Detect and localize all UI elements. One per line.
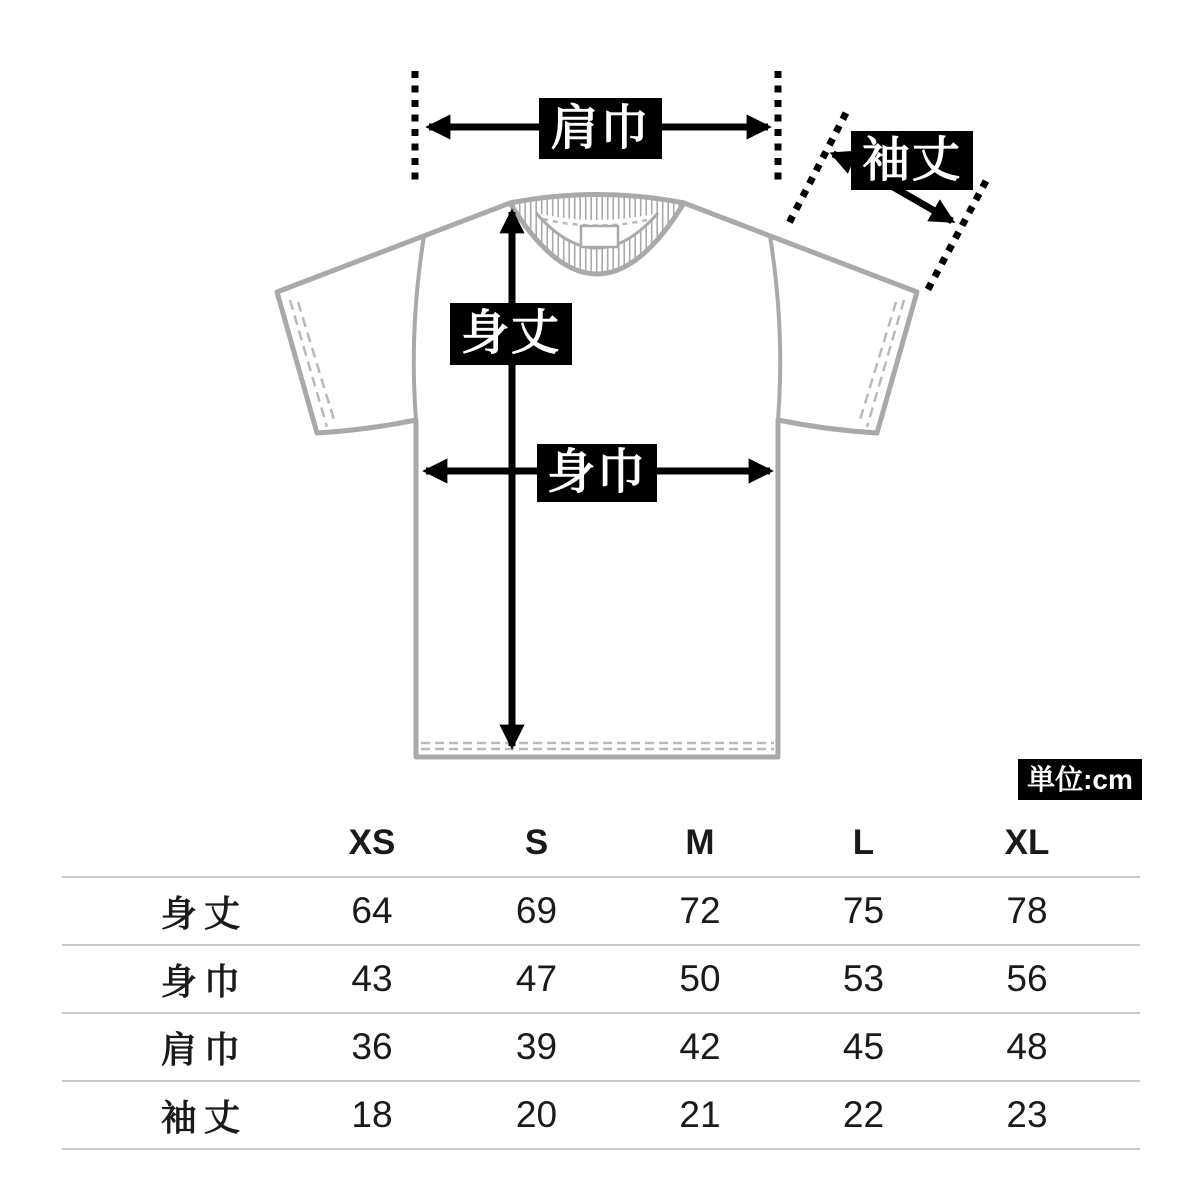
row-label: 身巾 bbox=[160, 960, 248, 1002]
unit-badge: 単位:cm bbox=[1018, 759, 1142, 800]
value-cell: 23 bbox=[1006, 1094, 1048, 1135]
neck-tag bbox=[581, 226, 618, 247]
value-cell: 42 bbox=[679, 1026, 721, 1067]
size-column-header-s: S bbox=[524, 823, 549, 862]
size-table-header-row bbox=[62, 810, 1140, 878]
value-cell: 72 bbox=[679, 890, 721, 931]
value-cell: 48 bbox=[1006, 1026, 1048, 1067]
value-cell: 50 bbox=[679, 958, 721, 999]
value-cell: 75 bbox=[842, 890, 885, 931]
table-row-body-length bbox=[62, 878, 1140, 946]
table-row-sleeve-length bbox=[62, 1082, 1140, 1150]
row-label: 肩巾 bbox=[160, 1028, 248, 1070]
row-label: 身丈 bbox=[160, 892, 248, 934]
value-cell: 21 bbox=[679, 1094, 721, 1135]
value-cell: 45 bbox=[842, 1026, 885, 1067]
body-width-label: 身巾 bbox=[537, 444, 657, 502]
table-row-body-width bbox=[62, 946, 1140, 1014]
value-cell: 64 bbox=[351, 890, 393, 931]
size-column-header-xl: XL bbox=[1004, 823, 1050, 862]
sleeve-length-label: 袖丈 bbox=[851, 131, 973, 190]
value-cell: 18 bbox=[351, 1094, 393, 1135]
value-cell: 39 bbox=[515, 1026, 558, 1067]
value-cell: 47 bbox=[515, 958, 558, 999]
value-cell: 36 bbox=[351, 1026, 393, 1067]
value-cell: 78 bbox=[1006, 890, 1048, 931]
row-label: 袖丈 bbox=[160, 1096, 248, 1138]
value-cell: 43 bbox=[351, 958, 393, 999]
value-cell: 56 bbox=[1006, 958, 1048, 999]
value-cell: 20 bbox=[515, 1094, 558, 1135]
table-row-shoulder-width bbox=[62, 1014, 1140, 1082]
value-cell: 69 bbox=[515, 890, 558, 931]
size-column-header-l: L bbox=[852, 823, 875, 862]
shoulder-width-label: 肩巾 bbox=[539, 98, 662, 159]
body-length-label: 身丈 bbox=[450, 303, 572, 365]
value-cell: 53 bbox=[842, 958, 885, 999]
size-table bbox=[62, 810, 1140, 1150]
size-column-header-m: M bbox=[685, 823, 715, 862]
value-cell: 22 bbox=[842, 1094, 885, 1135]
size-column-header-xs: XS bbox=[348, 823, 396, 862]
